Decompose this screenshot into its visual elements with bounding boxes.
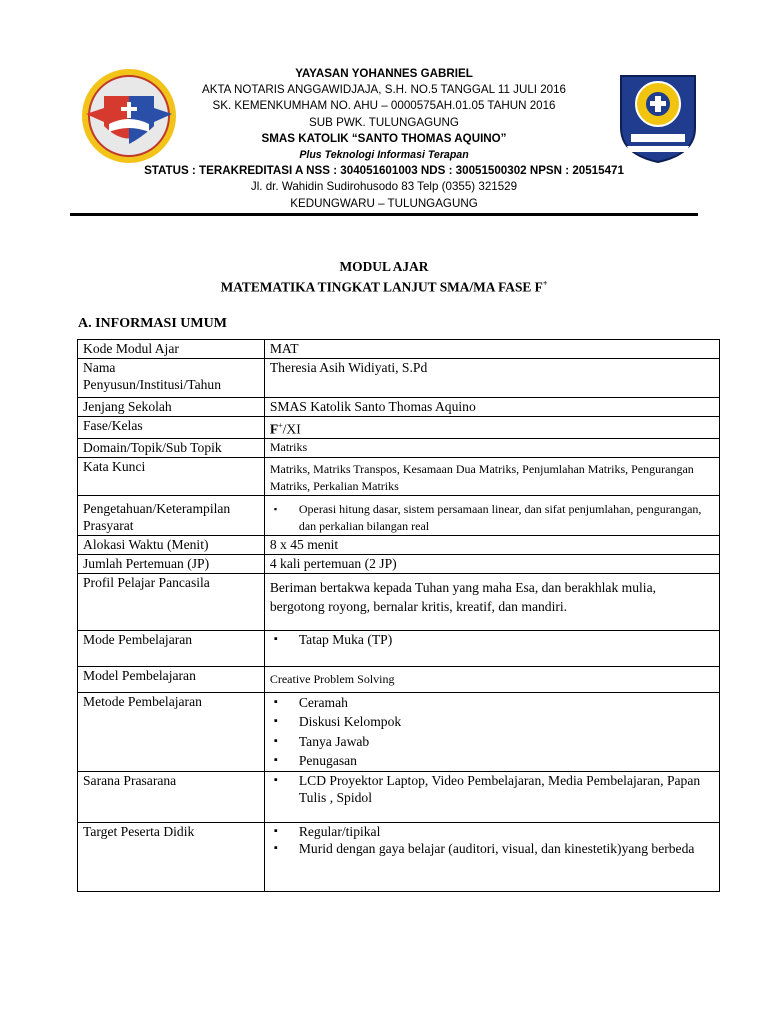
sk-kemenkumham: SK. KEMENKUMHAM NO. AHU – 0000575AH.01.05 TAHUN 2016	[212, 99, 556, 113]
title-text: MATEMATIKA TINGKAT LANJUT SMA/MA FASE F	[220, 279, 543, 295]
jumlah-value: 4 kali pertemuan (2 JP)	[264, 554, 719, 573]
table-row	[78, 457, 720, 495]
fase-rest: /XI	[282, 421, 301, 437]
metode-label: Metode Pembelajaran	[78, 692, 265, 771]
target-value	[264, 822, 719, 891]
table-row	[78, 417, 720, 439]
prasyarat-list	[270, 501, 714, 535]
jenjang-label: Jenjang Sekolah	[78, 398, 265, 417]
informasi-umum-table	[77, 339, 720, 892]
alokasi-label: Alokasi Waktu (Menit)	[78, 535, 265, 554]
list-item: ▪ LCD Proyektor Laptop, Video Pembelajaran, Media Pembelajaran, Papan Tulis , Spidol	[270, 772, 714, 806]
table-row	[78, 340, 720, 359]
sarana-value	[264, 771, 719, 822]
kode-label: Kode Modul Ajar	[78, 340, 265, 359]
metode-list	[270, 693, 714, 771]
list-item: ▪ Diskusi Kelompok	[270, 712, 714, 732]
title-sup: +	[542, 279, 548, 288]
address-line: Jl. dr. Wahidin Sudirohusodo 83 Telp (0355) 321529	[250, 180, 518, 194]
nama-label-line1: Nama	[83, 360, 116, 375]
prasyarat-value	[264, 495, 719, 535]
nama-label-line2: Penyusun/Institusi/Tahun	[83, 377, 222, 392]
domain-value: Matriks	[264, 438, 719, 457]
letterhead-rule	[70, 213, 698, 216]
table-row	[78, 771, 720, 822]
jumlah-label: Jumlah Pertemuan (JP)	[78, 554, 265, 573]
sarana-label: Sarana Prasarana	[78, 771, 265, 822]
fase-main: F	[269, 421, 279, 437]
table-row	[78, 573, 720, 630]
table-row	[78, 359, 720, 398]
alokasi-value: 8 x 45 menit	[264, 535, 719, 554]
title-line1: MODUL AJAR	[339, 259, 429, 274]
profil-value: Beriman bertakwa kepada Tuhan yang maha Esa, dan berakhlak mulia, bergotong royong, bernalar kritis, kreatif, dan mandiri.	[264, 573, 719, 630]
yayasan-name: YAYASAN YOHANNES GABRIEL	[295, 67, 473, 80]
table-row	[78, 630, 720, 666]
fase-value	[264, 417, 719, 439]
metode-value	[264, 692, 719, 771]
title-line2	[0, 279, 768, 295]
akta-notaris: AKTA NOTARIS ANGGAWIDJAJA, S.H. NO.5 TANGGAL 11 JULI 2016	[201, 83, 567, 97]
sub-pwk: SUB PWK. TULUNGAGUNG	[309, 115, 459, 129]
list-item: ▪ Murid dengan gaya belajar (auditori, visual, dan kinestetik)yang berbeda	[270, 840, 714, 857]
model-label: Model Pembelajaran	[78, 666, 265, 692]
table-row	[78, 692, 720, 771]
list-item: ▪ Tatap Muka (TP)	[270, 631, 714, 648]
tagline: Plus Teknologi Informasi Terapan	[299, 149, 469, 162]
city-line: KEDUNGWARU – TULUNGAGUNG	[290, 196, 478, 210]
list-item: ▪ Operasi hitung dasar, sistem persamaan linear, dan sifat penjumlahan, pengurangan, dan perkalian bilangan real	[270, 501, 714, 535]
table-row	[78, 554, 720, 573]
kode-value: MAT	[264, 340, 719, 359]
school-name: SMAS KATOLIK “SANTO THOMAS AQUINO”	[261, 131, 507, 145]
table-row	[78, 535, 720, 554]
fase-sup: +	[278, 421, 283, 430]
target-list	[270, 823, 714, 857]
kata-kunci-value: Matriks, Matriks Transpos, Kesamaan Dua Matriks, Penjumlahan Matriks, Pengurangan Matriks, Perkalian Matriks	[264, 457, 719, 495]
target-label: Target Peserta Didik	[78, 822, 265, 891]
prasyarat-label: Pengetahuan/Keterampilan Prasyarat	[78, 495, 265, 535]
table-row	[78, 398, 720, 417]
table-row	[78, 495, 720, 535]
mode-label: Mode Pembelajaran	[78, 630, 265, 666]
sarana-list	[270, 772, 714, 806]
model-value: Creative Problem Solving	[264, 666, 719, 692]
letterhead	[120, 66, 648, 212]
list-item: ▪ Tanya Jawab	[270, 732, 714, 752]
jenjang-value: SMAS Katolik Santo Thomas Aquino	[264, 398, 719, 417]
table-row	[78, 666, 720, 692]
mode-list	[270, 631, 714, 648]
domain-label: Domain/Topik/Sub Topik	[78, 438, 265, 457]
status-line: STATUS : TERAKREDITASI A NSS : 304051601003 NDS : 30051500302 NPSN : 20515471	[144, 164, 624, 178]
nama-value: Theresia Asih Widiyati, S.Pd	[264, 359, 719, 398]
nama-label	[78, 359, 265, 398]
kata-kunci-label: Kata Kunci	[78, 457, 265, 495]
list-item: ▪ Regular/tipikal	[270, 823, 714, 840]
list-item: ▪ Penugasan	[270, 751, 714, 771]
list-item: ▪ Ceramah	[270, 693, 714, 713]
mode-value	[264, 630, 719, 666]
section-a-heading: A. INFORMASI UMUM	[78, 316, 227, 331]
fase-label: Fase/Kelas	[78, 417, 265, 439]
profil-label: Profil Pelajar Pancasila	[78, 573, 265, 630]
table-row	[78, 438, 720, 457]
table-row	[78, 822, 720, 891]
